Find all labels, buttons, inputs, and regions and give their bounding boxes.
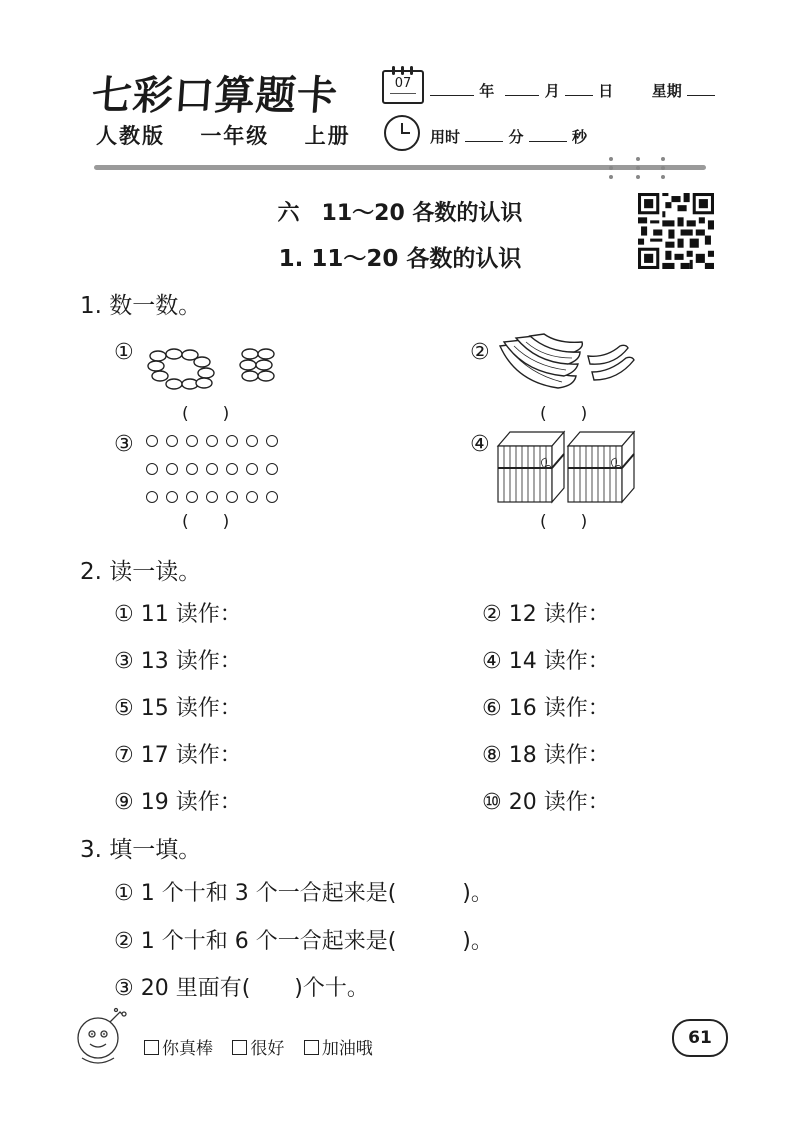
header-divider xyxy=(94,165,706,170)
q1-item-2-answer[interactable]: ( ) xyxy=(540,404,588,424)
q2-item[interactable]: ⑦ 17 读作： xyxy=(114,743,242,768)
grade-label: 一年级 xyxy=(200,124,270,148)
mascot-icon xyxy=(70,1004,136,1070)
second-blank[interactable] xyxy=(529,127,567,142)
weekday-blank[interactable] xyxy=(687,81,715,96)
day-label: 日 xyxy=(598,82,614,100)
q1-item-3-marker: ③ xyxy=(114,432,134,457)
checkbox-icon[interactable] xyxy=(232,1040,247,1055)
q1-item-3-answer[interactable]: ( ) xyxy=(182,512,230,532)
circle-row xyxy=(146,432,286,460)
q3-heading: 3. 填一填。 xyxy=(80,837,202,863)
time-line xyxy=(430,126,587,147)
date-line xyxy=(430,80,715,101)
time-used-label: 用时 xyxy=(430,128,461,146)
q1-item-1-answer[interactable]: ( ) xyxy=(182,404,230,424)
calendar-number: 07 xyxy=(394,76,412,91)
q1-item-2-marker: ② xyxy=(470,340,490,365)
clock-icon xyxy=(384,115,420,151)
volume-label: 上册 xyxy=(304,124,351,148)
minute-blank[interactable] xyxy=(465,127,503,142)
rating-options xyxy=(144,1034,387,1059)
rating-option[interactable]: 你真棒 xyxy=(144,1039,213,1059)
minute-label: 分 xyxy=(508,128,524,146)
lesson-title: 1. 11～20 各数的认识 xyxy=(278,246,522,272)
divider-tick xyxy=(661,157,665,179)
circle-grid xyxy=(146,432,286,516)
q2-item[interactable]: ⑩ 20 读作： xyxy=(482,790,610,815)
unit-title: 六 11～20 各数的认识 xyxy=(277,201,523,226)
checkbox-icon[interactable] xyxy=(144,1040,159,1055)
q3-item[interactable]: ② 1 个十和 6 个一合起来是( )。 xyxy=(114,929,493,954)
checkbox-icon[interactable] xyxy=(304,1040,319,1055)
egg-group-illustration xyxy=(144,346,284,394)
page-number: 61 xyxy=(672,1019,728,1057)
q2-item[interactable]: ① 11 读作： xyxy=(114,602,242,627)
q2-item[interactable]: ③ 13 读作： xyxy=(114,649,242,674)
q3-item[interactable]: ③ 20 里面有( )个十。 xyxy=(114,976,369,1001)
calendar-icon xyxy=(382,70,424,104)
q2-item[interactable]: ② 12 读作： xyxy=(482,602,610,627)
q1-item-4-marker: ④ xyxy=(470,432,490,457)
edition-label: 人教版 xyxy=(96,124,165,148)
banana-bunch-illustration xyxy=(496,332,646,394)
rating-option[interactable]: 很好 xyxy=(232,1039,284,1059)
brand-title: 七彩口算题卡 xyxy=(90,72,340,119)
q1-heading: 1. 数一数。 xyxy=(80,293,202,319)
q3-item[interactable]: ① 1 个十和 3 个一合起来是( )。 xyxy=(114,881,493,906)
divider-tick xyxy=(636,157,640,179)
q2-item[interactable]: ⑧ 18 读作： xyxy=(482,743,610,768)
circle-row xyxy=(146,460,286,488)
month-label: 月 xyxy=(544,82,560,100)
q2-item[interactable]: ④ 14 读作： xyxy=(482,649,610,674)
year-label: 年 xyxy=(479,82,495,100)
rating-option[interactable]: 加油哦 xyxy=(304,1039,373,1059)
q2-item[interactable]: ⑥ 16 读作： xyxy=(482,696,610,721)
qr-code-icon[interactable] xyxy=(638,193,714,269)
divider-tick xyxy=(609,157,613,179)
q1-item-4-answer[interactable]: ( ) xyxy=(540,512,588,532)
q2-item[interactable]: ⑤ 15 读作： xyxy=(114,696,242,721)
stick-bundles-illustration xyxy=(494,428,640,506)
second-label: 秒 xyxy=(571,128,587,146)
q2-heading: 2. 读一读。 xyxy=(80,559,202,585)
month-blank[interactable] xyxy=(505,81,539,96)
q2-item[interactable]: ⑨ 19 读作： xyxy=(114,790,242,815)
year-blank[interactable] xyxy=(430,81,474,96)
book-info xyxy=(96,120,377,150)
day-blank[interactable] xyxy=(565,81,593,96)
q1-item-1-marker: ① xyxy=(114,340,134,365)
weekday-label: 星期 xyxy=(651,82,682,100)
